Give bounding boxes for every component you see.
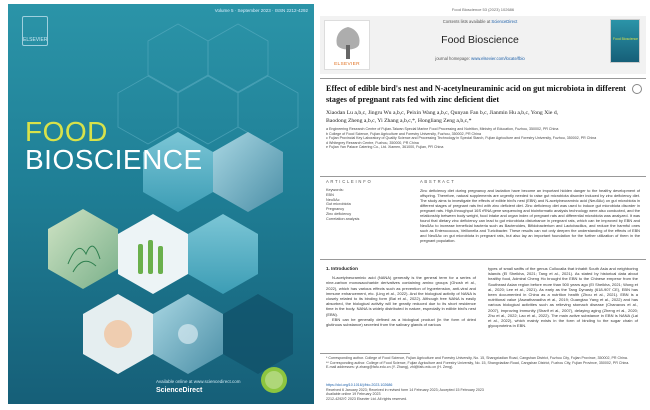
keyword: Zinc deficiency: [326, 211, 352, 216]
copyright-line: 2212-4292/© 2023 Elsevier Ltd. All rights reserved.: [326, 396, 408, 401]
article-title: Effect of edible bird's nest and N-acetylneuraminic acid on gut microbiota in different stages of pregnant rats fed with zinc deficient diet: [326, 84, 626, 104]
cover-hexagon-art: [8, 4, 314, 404]
affiliation: c Fujian Provincial Key Laboratory of Quality Science and Processing Technology in Special Starch, Fujian Agriculture and Forestry University, Fuzhou, 350002, PR China: [326, 136, 597, 141]
body-column-left: [326, 266, 476, 327]
cover-title-bioscience: BIOSCIENCE: [25, 144, 203, 175]
divider: [320, 78, 646, 79]
cover-sciencedirect-brand: ScienceDirect: [156, 387, 203, 394]
corresponding-author-note: ** Corresponding author. College of Food Science, Fujian Agriculture and Forestry University, No. 15, Shangxiadian Road, Cangshan District, Fuzhou City, Fujian Province, 350002, PR China.: [326, 360, 630, 365]
introduction-paragraph-1: N-acetylneuraminic acid (NANA) generally is the general term for a series of nine-carbon monosaccharide derivatives containing amino groups (Ghosh et al., 2022), which has various effects such as prevention of hypertension, anti-viral and immune enhancement, etc. (Ling et al., 2022). And the biological activity of NANA is closely related to its binding form (Bai et al., 2022). Although free NANA is easily absorbed, the biological activity will be greatly reduced due to its short residence time in the body. NANA is widely distributed in nature, especially in edible bird's nest (EBN).: [326, 275, 476, 317]
footnotes: [326, 356, 636, 370]
affiliations: [326, 127, 626, 150]
section-heading-introduction: 1. Introduction: [326, 266, 358, 271]
cover-hex-image-5: [188, 214, 258, 294]
affiliation: e Fujian Yan Palace Catering Co., Ltd. Xiamen, 361000, Fujian, PR China: [326, 145, 444, 150]
affiliation: a Engineering Research Centre of Fujian-Taiwan Special Marine Food Processing and Nutrition, Ministry of Education, Fuzhou, 350002, PR China: [326, 127, 559, 131]
keywords-block: [326, 188, 359, 222]
article-history: [326, 383, 636, 401]
cover-title-food: FOOD: [25, 116, 108, 147]
publisher-logo: [324, 20, 370, 70]
journal-cover: [8, 4, 314, 404]
affiliation: b College of Food Science, Fujian Agriculture and Forestry University, Fuzhou, 350002, PR China: [326, 131, 481, 136]
homepage-prefix: journal homepage:: [435, 56, 470, 61]
article-info-label: A R T I C L E I N F O: [326, 179, 372, 184]
contents-prefix: Contents lists available at: [442, 19, 491, 24]
author-list: [326, 109, 626, 125]
authors-line-1: Xiaodan Lu a,b,c, Jingru Wu a,b,c, Peixin Wang a,b,c, Qunyan Fan b,c, Jianmin Hu a,b,c, Yong Xie d,: [326, 110, 559, 116]
sciencedirect-link[interactable]: ScienceDirect: [491, 19, 518, 24]
cover-hex-image-8: [223, 294, 293, 374]
corresponding-author-note: * Corresponding author. College of Food Science, Fujian Agriculture and Forestry University, No. 15, Shangxiadian Road, Cangshan District, Fuzhou City, Fujian Province, 350002, PR China.: [326, 356, 628, 360]
journal-homepage-line: [380, 56, 580, 61]
cover-available-online: Available online at www.sciencedirect.com: [156, 379, 241, 384]
keyword: Gut microbiota: [326, 202, 351, 207]
elsevier-logo: ELSEVIER: [22, 16, 48, 46]
email-addresses: E-mail addresses: yi.zhang@fafu.edu.cn (Y. Zhang), zhl@fafu.edu.cn (H. Zeng).: [326, 365, 454, 370]
abstract-text: Zinc deficiency diet during pregnancy and lactation have become an important hidden danger to the healthy development of offspring. Therefore, natural supplements are urgently needed to raise gut microbiota disorder induced by zinc deficiency diet. The study aims to investigate the effects of edible bird's nest (EBN) and N-acetylneuraminic acid (Neu5Ac) on gut microbiota in different stages of pregnant rats fed with zinc deficient diet. Zinc deficiency diet was used to induce gut microbiota disorder in pregnant rats. High-throughput 16S rRNA gene sequencing and bioinformatic analysis technology were also conducted, and the relationship between body weight, food intake and organ index of pregnant rats and differential microbiota was analyzed. It was found that dietary zinc deficiency can lead to gut microbiota disturbance in pregnant rats, which can be improved by EBN and Neu5Ac to increase beneficial bacteria such as Bacteroides, Bifidobacterium and Lactobacillus, and reduce the harmful ones such as Enterococcus, Veillonella and Turicibacter. These results can not only deepen the understanding of the effects of EBN and Neu5Ac on gut microbiota in pregnant rats, but also lay an important foundation for the further utilization of them in the pregnant population.: [420, 188, 640, 243]
doi-link[interactable]: https://doi.org/10.1016/j.fbio.2023.102686: [326, 383, 393, 387]
introduction-paragraph-continued: types of small swifts of the genus Collocalia that inhabit South Asia and neighboring islands (El Sheikha, 2021; Tang et al., 2021). As stated by historical data about healthy food, Admiral Cheng Ho brought the EBN to the Chinese emperor from the Southeast Asian region before more than 500 years ago (El Sheikha, 2021; Wong et al., 2020; Lee et al., 2021). As early as the Tang Dynasty (618-907 CE), EBN has been documented in China as a nutrition health (Zhou et al., 2021). EBN is a nutritional value (Aswathanadha et al., 2019; Guangtao Yang et al., 2022) and has various biological activities such as relieving stomach disease (Chanavos et al., 2007), improving immunity (Sharif et al., 2007), delaying aging (Zheng et al., 2020; Zhu et al., 2022; Lao et al., 2022). The main active substance in EBN is NANA (Lai et al., 2022), which mainly exists in the form of binding to the sugar chain of glycoproteins in EBN.: [488, 266, 638, 329]
footnote-rule: [320, 353, 410, 354]
cover-hex-image-3: [48, 209, 118, 289]
divider: [320, 176, 646, 177]
keyword: Pregnancy: [326, 207, 345, 212]
available-online-date: Available online 19 February 2023: [326, 392, 381, 397]
received-dates: Received 6 January 2023; Received in revised form 14 February 2023; Accepted 15 February 2023: [326, 387, 484, 392]
keyword: Neu5Ac: [326, 197, 340, 202]
journal-masthead: [380, 19, 580, 61]
publisher-name: ELSEVIER: [334, 62, 360, 67]
keywords-label: Keywords:: [326, 188, 344, 192]
divider: [320, 259, 646, 260]
article-citation-header: Food Bioscience 53 (2023) 102686: [451, 7, 515, 12]
thumbnail-title: Food Bioscience: [613, 37, 639, 41]
affiliation: d Whitegrey Research Centre, Fuzhou, 350000, PR China: [326, 140, 419, 145]
body-column-right: [488, 266, 638, 328]
journal-name: Food Bioscience: [441, 34, 519, 46]
keyword: Correlation analysis: [326, 216, 360, 221]
contents-list-line: [380, 19, 580, 24]
cover-hex-image-2: [213, 132, 283, 212]
article-first-page: [320, 4, 646, 404]
abstract-label: A B S T R A C T: [420, 179, 455, 184]
homepage-link[interactable]: www.elsevier.com/locate/fbio: [471, 56, 525, 61]
authors-line-2: Baodong Zheng a,b,c, Yi Zhang a,b,c,*, Hongliang Zeng a,b,c,*: [326, 118, 472, 124]
crossmark-icon[interactable]: [632, 84, 642, 94]
keyword: EBN: [326, 192, 334, 197]
journal-cover-thumbnail: [610, 19, 640, 63]
introduction-paragraph-2: EBN can be generally defined as a biological product (in the form of dried glutinous substance) secreted from the salivary glands of various: [326, 316, 476, 328]
cover-issue-line: Volume 5 · September 2023 · ISSN 2212-4292: [214, 8, 308, 13]
elsevier-tree-icon: [325, 21, 371, 61]
